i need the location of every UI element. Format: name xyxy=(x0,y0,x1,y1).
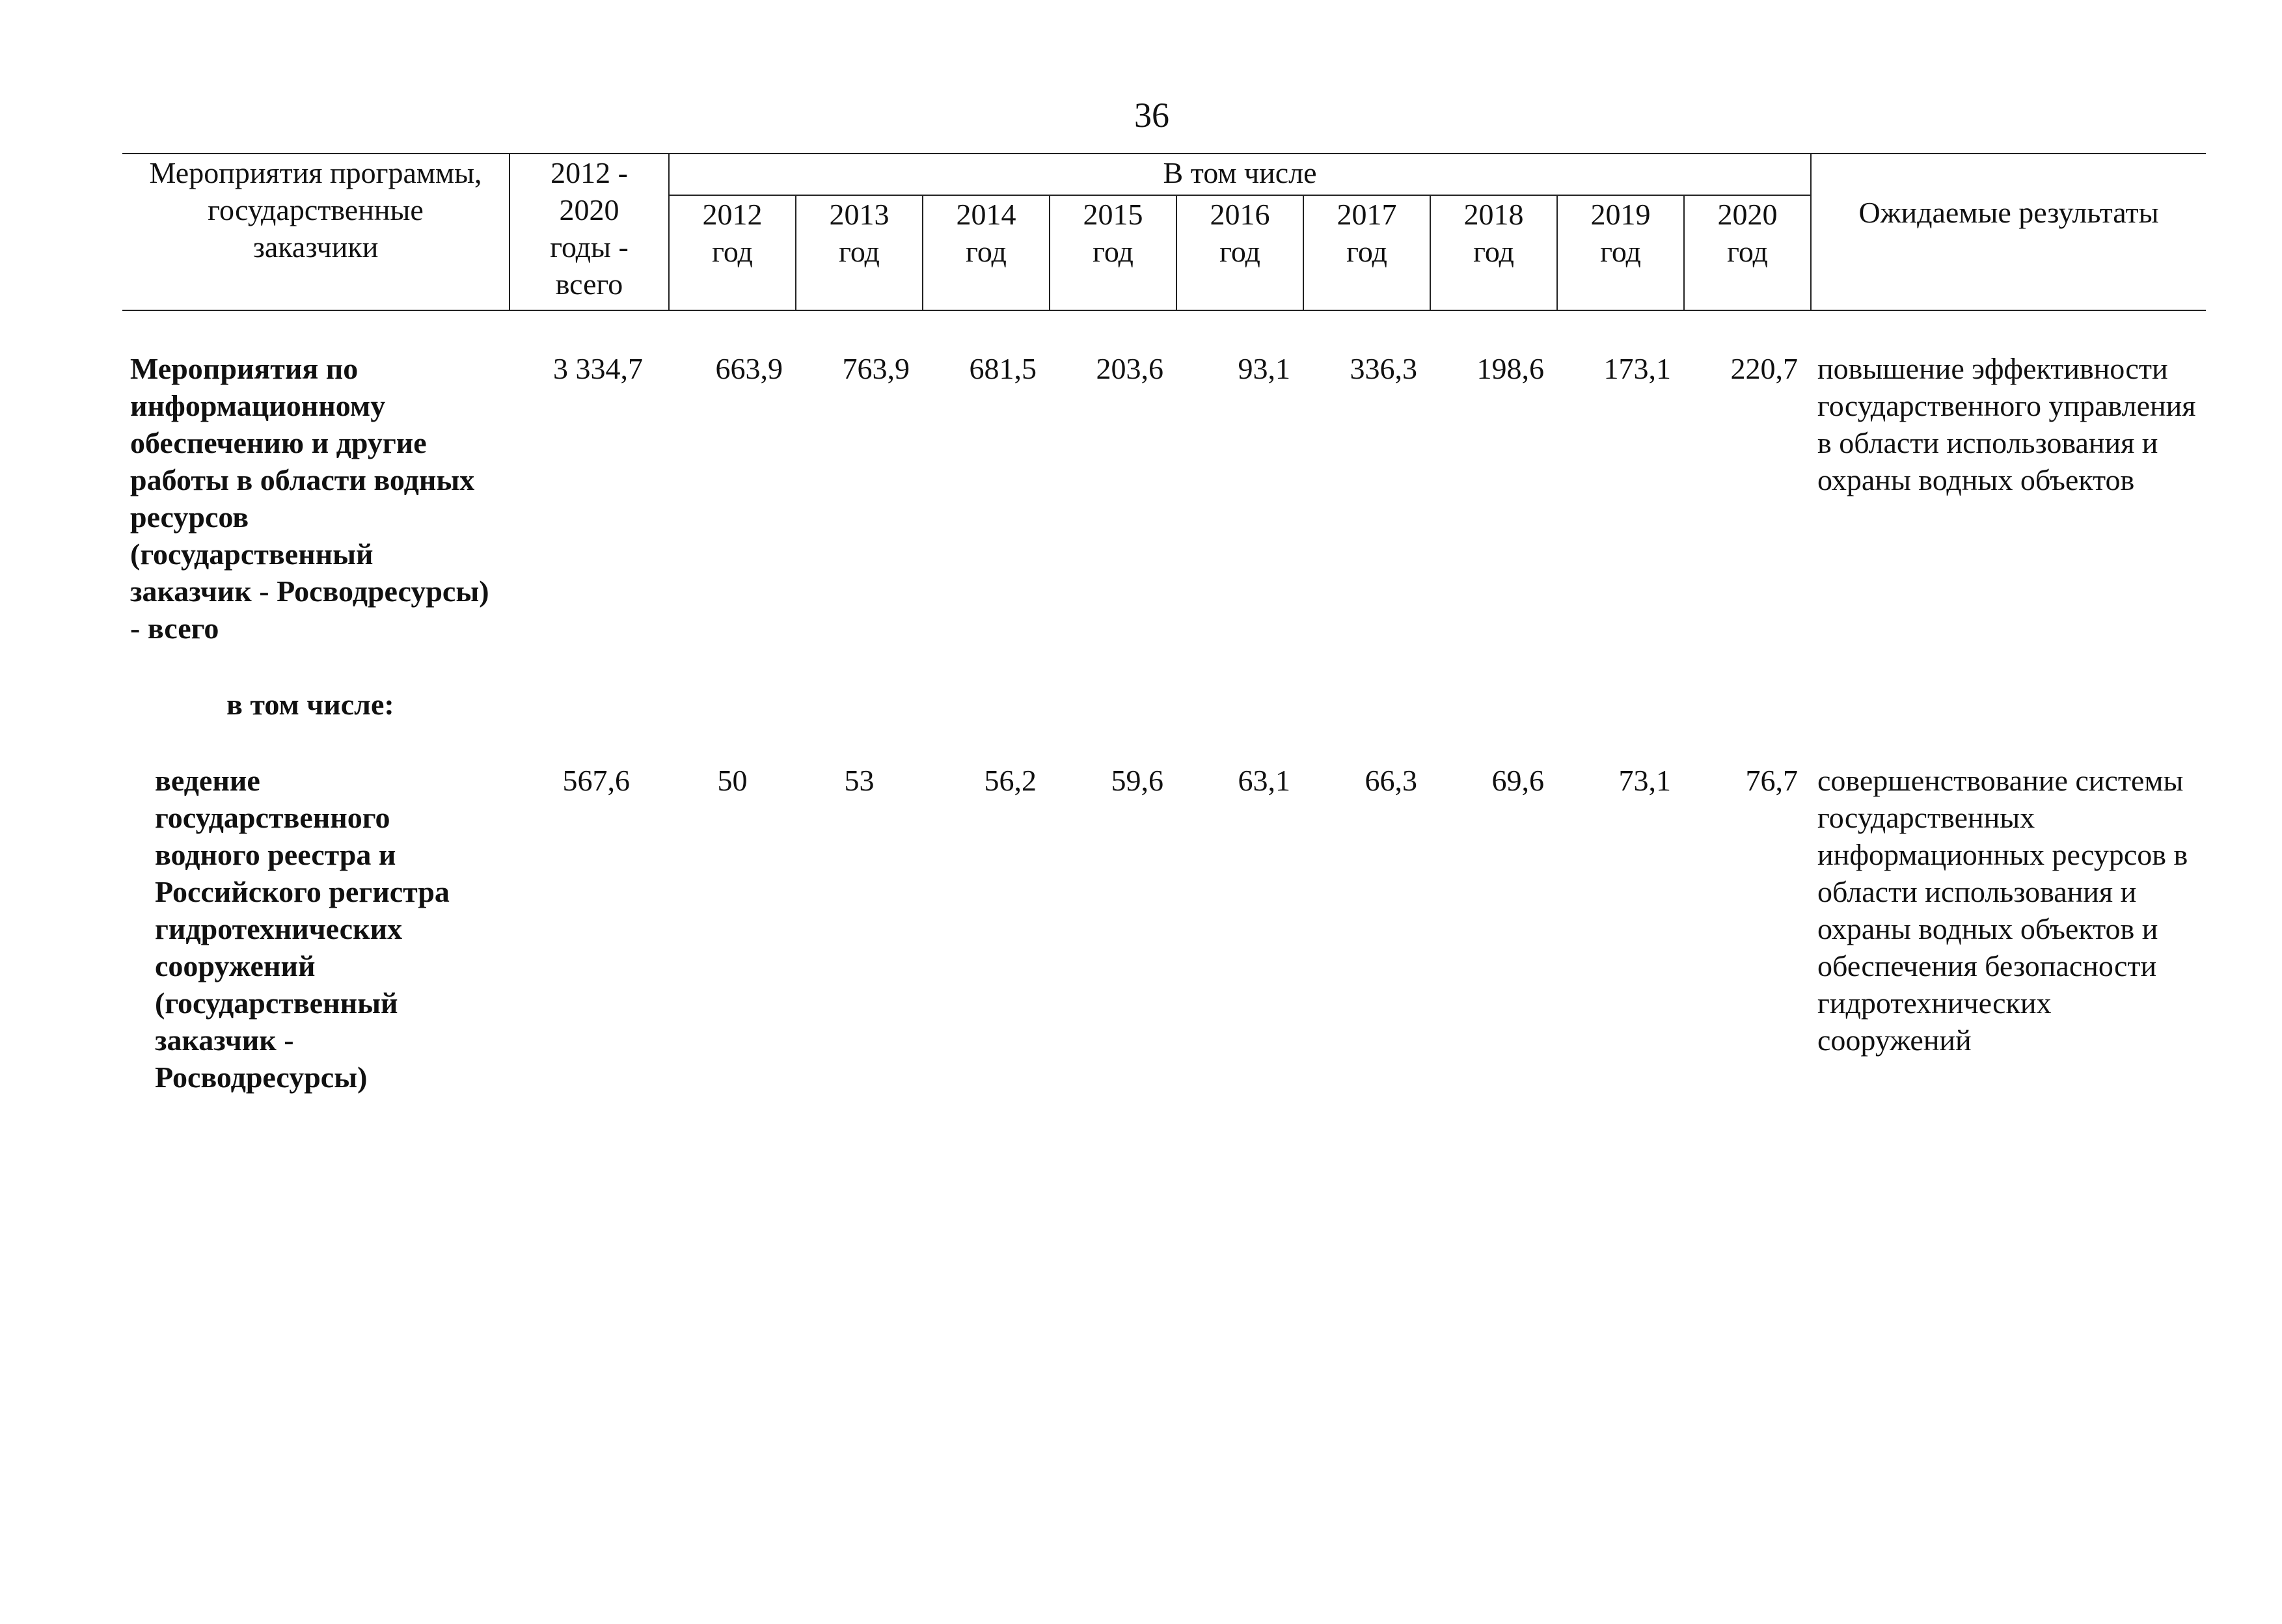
row-registry-value-2016: 63,1 xyxy=(1238,764,1290,797)
row-total-value-2012: 663,9 xyxy=(715,352,783,385)
row-total-value-2013: 763,9 xyxy=(842,352,910,385)
row-total-sum: 3 334,7 xyxy=(553,352,643,385)
row-registry-value-2014: 56,2 xyxy=(984,764,1037,797)
header-measures: Мероприятия программы, государственные заказчики xyxy=(122,154,509,310)
row-registry-name: ведение государственного водного реестра и Российского регистра гидротехнических сооружений (государственный заказчик - Росводресурсы) xyxy=(155,764,450,1094)
header-year-2017: 2017 год xyxy=(1303,195,1430,310)
header-year-2020: 2020 год xyxy=(1684,195,1811,310)
page-number: 36 xyxy=(1134,96,1169,135)
program-measures-table xyxy=(122,153,2206,1096)
header-total: 2012 - 2020 годы - всего xyxy=(509,154,669,310)
row-total-value-2015: 203,6 xyxy=(1096,352,1163,385)
row-registry-value-2018: 69,6 xyxy=(1491,764,1544,797)
row-registry-value-2020: 76,7 xyxy=(1745,764,1799,797)
row-total-name: Мероприятия по информационному обеспечению и другие работы в области водных ресурсов (государственный заказчик - Росводресурсы) - всего xyxy=(130,352,489,645)
row-registry-result: совершенствование системы государственных информационных ресурсов в области использования и охраны водных объектов и обеспечения безопасности гидротехнических сооружений xyxy=(1817,764,2188,1057)
header-including: В том числе xyxy=(669,154,1811,195)
header-year-2018: 2018 год xyxy=(1430,195,1557,310)
subheading-including: в том числе: xyxy=(226,688,394,721)
table-row-total xyxy=(122,350,2206,647)
row-total-value-2016: 93,1 xyxy=(1238,352,1290,385)
subheading-row xyxy=(122,647,2206,762)
row-total-value-2014: 681,5 xyxy=(969,352,1037,385)
row-registry-value-2013: 53 xyxy=(844,764,875,797)
table-row-registry xyxy=(122,762,2206,1096)
header-year-2019: 2019 год xyxy=(1557,195,1684,310)
header-year-2015: 2015 год xyxy=(1050,195,1176,310)
row-total-value-2017: 336,3 xyxy=(1350,352,1417,385)
row-registry-sum: 567,6 xyxy=(562,764,630,797)
row-registry-value-2019: 73,1 xyxy=(1618,764,1671,797)
header-results: Ожидаемые результаты xyxy=(1811,154,2206,310)
header-year-2014: 2014 год xyxy=(923,195,1050,310)
row-total-value-2019: 173,1 xyxy=(1603,352,1671,385)
row-total-result: повышение эффективности государственного управления в области использования и охраны водных объектов xyxy=(1817,352,2196,496)
header-year-2013: 2013 год xyxy=(796,195,923,310)
row-registry-value-2012: 50 xyxy=(717,764,748,797)
row-total-value-2018: 198,6 xyxy=(1476,352,1544,385)
row-registry-value-2015: 59,6 xyxy=(1111,764,1163,797)
header-year-2016: 2016 год xyxy=(1176,195,1303,310)
header-year-2012: 2012 год xyxy=(669,195,796,310)
row-total-value-2020: 220,7 xyxy=(1730,352,1799,385)
row-registry-value-2017: 66,3 xyxy=(1365,764,1417,797)
